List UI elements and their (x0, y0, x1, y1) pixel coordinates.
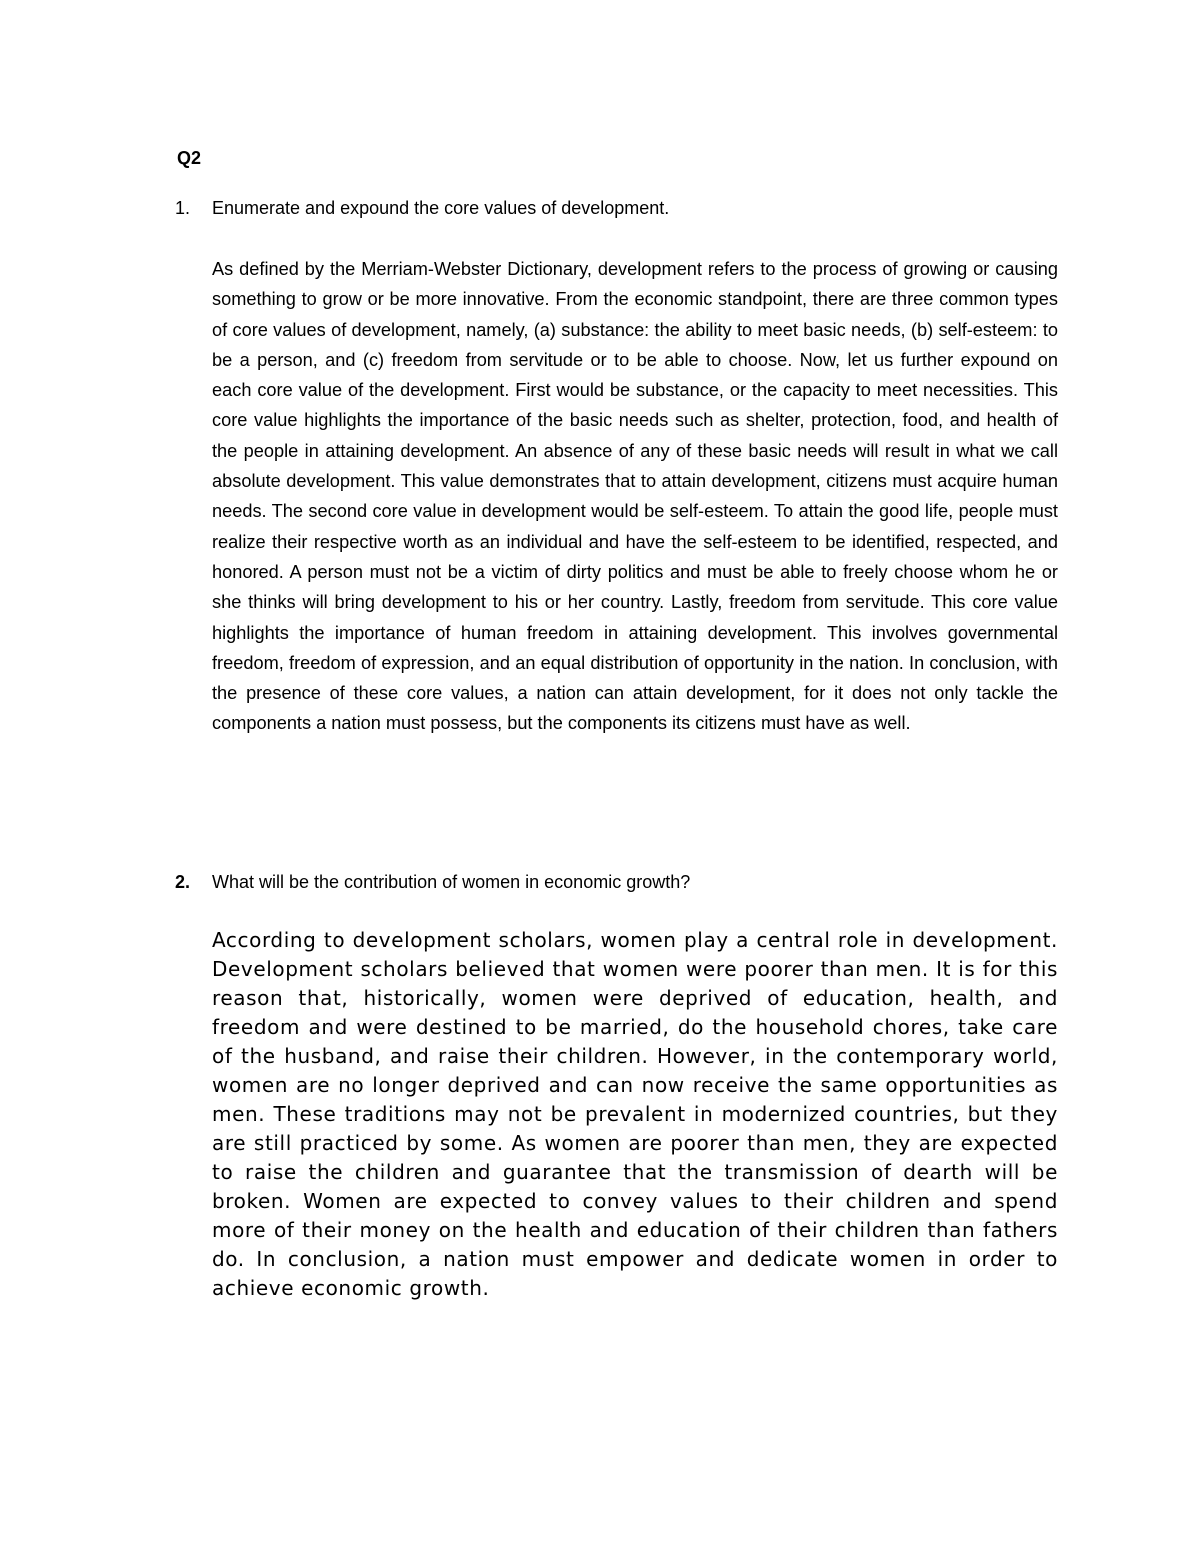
question-1-number: 1. (175, 198, 191, 218)
question-2-text: What will be the contribution of women in economic growth? (212, 872, 691, 892)
answer-1-paragraph: As defined by the Merriam-Webster Dictionary, development refers to the process of growing or causing something to grow or be more innovative. From the economic standpoint, there are three common types of core values of development, namely, (a) substance: the ability to meet basic needs, (b) self-esteem: to be a person, and (c) freedom from servitude or to be able to choose. Now, let us further expound on each core value of the development. First would be substance, or the capacity to meet necessities. This core value highlights the importance of the basic needs such as shelter, protection, food, and health of the people in attaining development. An absence of any of these basic needs will result in what we call absolute development. This value demonstrates that to attain development, citizens must acquire human needs. The second core value in development would be self-esteem. To attain the good life, people must realize their respective worth as an individual and have the self-esteem to be identified, respected, and honored. A person must not be a victim of dirty politics and must be able to freely choose whom he or she thinks will bring development to his or her country. Lastly, freedom from servitude. This core value highlights the importance of human freedom in attaining development. This involves governmental freedom, freedom of expression, and an equal distribution of opportunity in the nation. In conclusion, with the presence of these core values, a nation can attain development, for it does not only tackle the components a nation must possess, but the components its citizens must have as well. (212, 259, 1058, 734)
question-2-number: 2. (175, 872, 191, 892)
document-heading: Q2 (177, 148, 202, 168)
question-1-text: Enumerate and expound the core values of development. (212, 198, 670, 218)
answer-2-paragraph: According to development scholars, women play a central role in development. Development scholars believed that women were poorer than men. It is for this reason that, historically, women were deprived of education, health, and freedom and were destined to be married, do the household chores, take care of the husband, and raise their children. However, in the contemporary world, women are no longer deprived and can now receive the same opportunities as men. These traditions may not be prevalent in modernized countries, but they are still practiced by some. As women are poorer than men, they are expected to raise the children and guarantee that the transmission of dearth will be broken. Women are expected to convey values to their children and spend more of their money on the health and education of their children than fathers do. In conclusion, a nation must empower and dedicate women in order to achieve economic growth. (212, 928, 1058, 1300)
